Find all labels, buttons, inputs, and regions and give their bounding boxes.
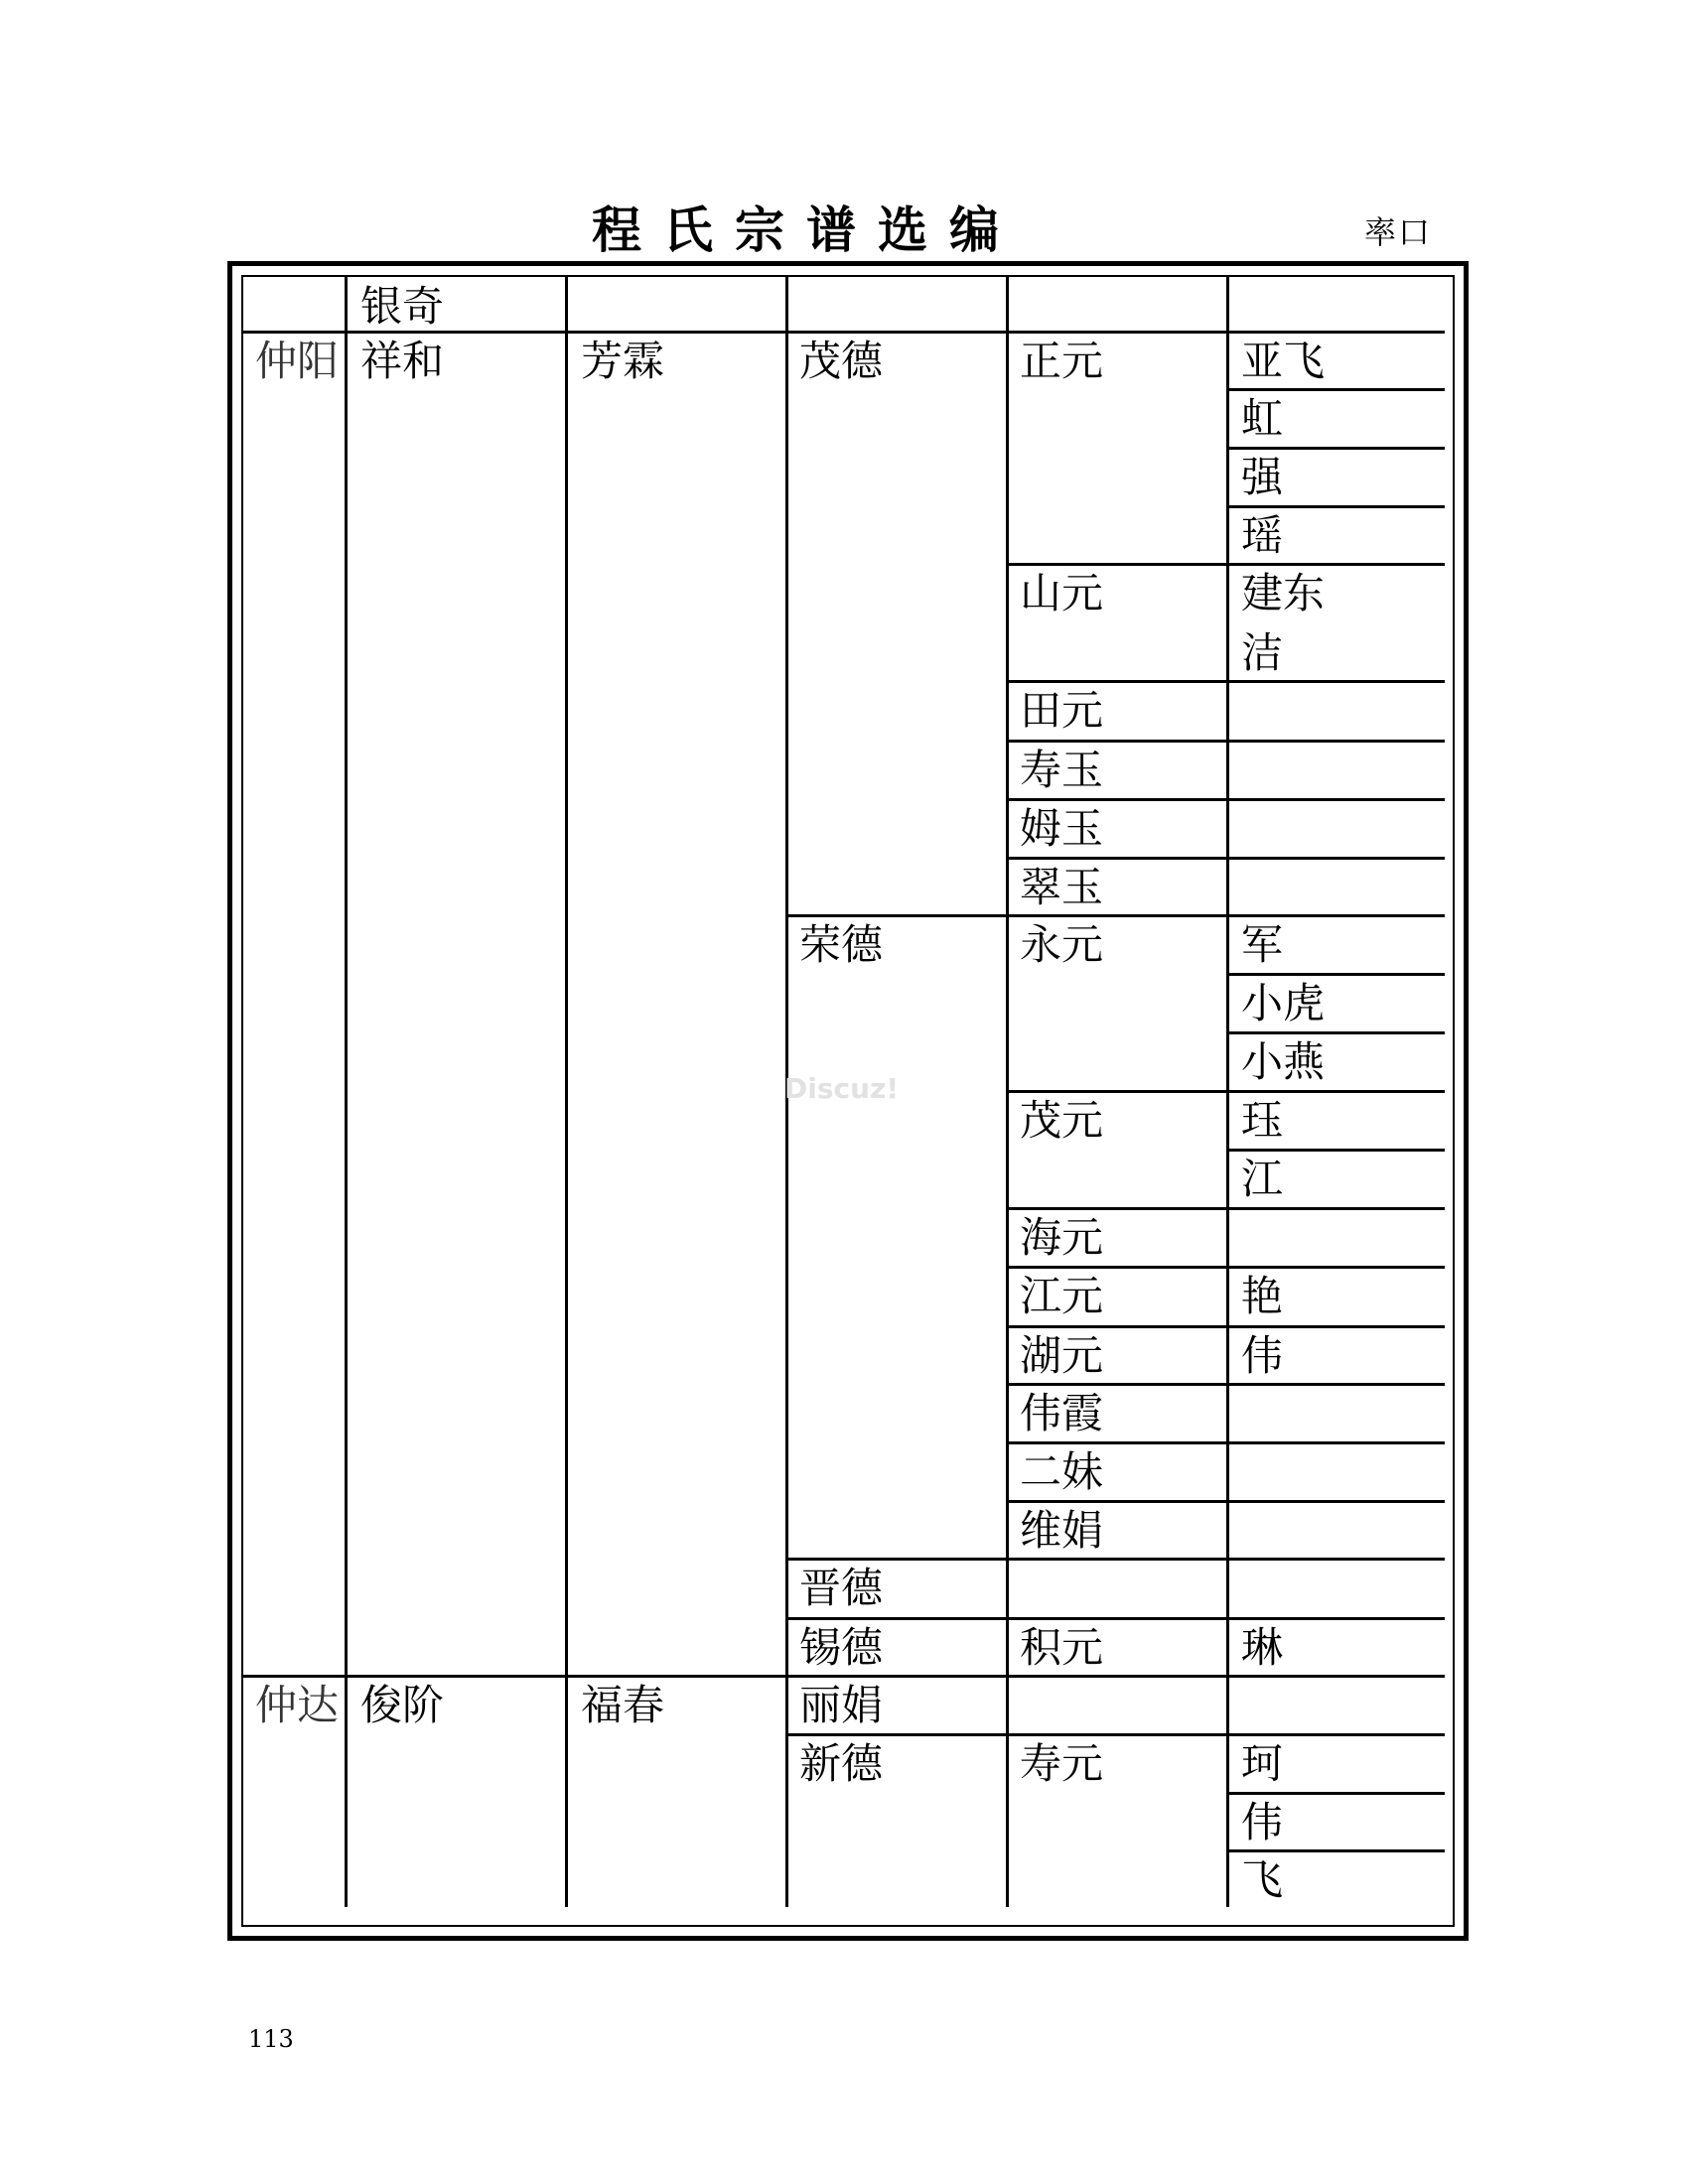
row-divider (1227, 1849, 1445, 1852)
row-divider (1227, 505, 1445, 508)
table-cell: 芳霖 (581, 337, 665, 385)
table-cell: 锡德 (799, 1623, 884, 1672)
table-cell: 姆玉 (1020, 804, 1104, 853)
table-cell: 荣德 (799, 920, 884, 969)
row-divider (1007, 1325, 1445, 1328)
page-number: 113 (248, 2025, 294, 2053)
table-cell: 寿玉 (1020, 746, 1104, 794)
row-divider (1007, 563, 1445, 566)
table-cell: 强 (1241, 453, 1284, 501)
row-divider (1007, 1090, 1445, 1093)
row-divider (243, 1675, 1445, 1678)
table-cell: 福春 (581, 1681, 665, 1729)
table-cell: 军 (1241, 920, 1284, 969)
row-divider (786, 914, 1445, 917)
table-cell: 海元 (1020, 1213, 1104, 1262)
table-cell: 山元 (1020, 569, 1104, 617)
table-cell: 银奇 (360, 282, 445, 331)
row-divider (1007, 740, 1445, 743)
table-cell: 新德 (799, 1739, 884, 1788)
row-divider (1007, 1266, 1445, 1269)
row-divider (1227, 388, 1445, 391)
table-cell: 艳 (1241, 1272, 1284, 1320)
table-cell: 虹 (1241, 394, 1284, 443)
table-cell: 丽娟 (799, 1681, 884, 1729)
table-cell: 瑶 (1241, 511, 1284, 560)
column-divider (345, 277, 348, 1907)
row-divider (1227, 973, 1445, 976)
row-divider (1227, 1149, 1445, 1152)
table-cell: 小虎 (1241, 979, 1326, 1027)
table-cell: 江 (1241, 1155, 1284, 1203)
row-divider (786, 1733, 1445, 1736)
region-label: 率口 (1364, 213, 1433, 251)
row-divider (1227, 1031, 1445, 1034)
table-cell: 江元 (1020, 1272, 1104, 1320)
table-cell: 亚飞 (1241, 337, 1326, 385)
table-cell: 正元 (1020, 337, 1104, 385)
row-divider (1007, 1383, 1445, 1386)
row-divider (1227, 1792, 1445, 1795)
table-cell: 维娟 (1020, 1506, 1104, 1555)
table-cell: 伟 (1241, 1331, 1284, 1380)
table-cell: 田元 (1020, 686, 1104, 735)
table-cell: 仲达 (255, 1681, 340, 1729)
table-cell: 积元 (1020, 1623, 1104, 1672)
table-cell: 晋德 (799, 1564, 884, 1612)
table-cell: 琳 (1241, 1623, 1284, 1672)
row-divider (243, 331, 1445, 334)
row-divider (786, 1617, 1445, 1620)
row-divider (1007, 1500, 1445, 1503)
table-cell: 俊阶 (360, 1681, 445, 1729)
table-cell: 飞 (1241, 1855, 1284, 1904)
column-divider (565, 277, 568, 1907)
table-cell: 珂 (1241, 1739, 1284, 1788)
table-cell: 寿元 (1020, 1739, 1104, 1788)
table-cell: 珏 (1241, 1096, 1284, 1145)
table-cell: 建东 (1241, 569, 1326, 617)
table-cell: 洁 (1241, 628, 1284, 677)
table-cell: 祥和 (360, 337, 445, 385)
row-divider (1007, 798, 1445, 801)
row-divider (1227, 447, 1445, 450)
table-cell: 永元 (1020, 920, 1104, 969)
table-cell: 二妹 (1020, 1447, 1104, 1496)
row-divider (1007, 857, 1445, 860)
table-cell: 小燕 (1241, 1037, 1326, 1086)
row-divider (1007, 1207, 1445, 1210)
table-cell: 伟霞 (1020, 1389, 1104, 1437)
table-cell: 翠玉 (1020, 863, 1104, 911)
table-cell: 茂元 (1020, 1096, 1104, 1145)
row-divider (1007, 1441, 1445, 1444)
table-cell: 伟 (1241, 1798, 1284, 1846)
table-cell: 茂德 (799, 337, 884, 385)
watermark: Discuz! (784, 1072, 900, 1105)
document-title: 程氏宗谱选编 (592, 201, 1021, 259)
row-divider (1007, 680, 1445, 683)
table-cell: 仲阳 (255, 337, 340, 385)
table-cell: 湖元 (1020, 1331, 1104, 1380)
row-divider (786, 1558, 1445, 1561)
